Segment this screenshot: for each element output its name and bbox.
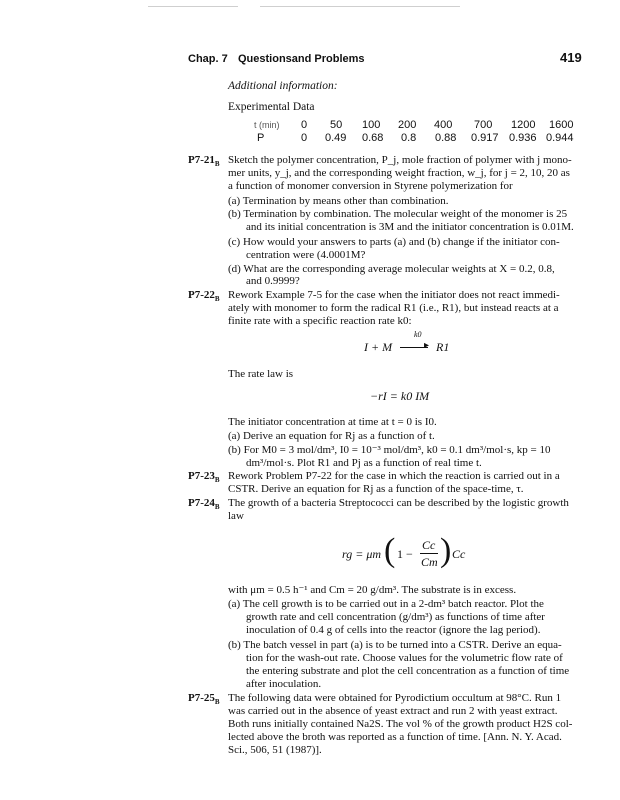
t-value: 1600 bbox=[549, 119, 574, 131]
reaction-lhs: I + M bbox=[364, 340, 393, 354]
page-number: 419 bbox=[560, 50, 582, 65]
p7-21-part-b: and its initial concentration is 3M and the initiator concentration is 0.01M. bbox=[246, 221, 574, 233]
p-value: 0.88 bbox=[435, 132, 457, 144]
p7-21-part-c: (c) How would your answers to parts (a) and (b) change if the initiator con- bbox=[228, 236, 560, 248]
scan-edge-line bbox=[260, 6, 460, 7]
p-value: 0.49 bbox=[325, 132, 347, 144]
equation-denominator: Cm bbox=[421, 555, 438, 569]
p7-22-text: ately with monomer to form the radical R1 (i.e., R1), but instead reacts at a bbox=[228, 302, 559, 314]
p-value: 0.68 bbox=[362, 132, 384, 144]
problem-level: B bbox=[214, 160, 220, 169]
section-title: Questionsand Problems bbox=[238, 53, 365, 65]
problem-label-p7-24 bbox=[188, 497, 220, 511]
p7-25-text: Both runs initially contained Na2S. The vol % of the growth product H2S col- bbox=[228, 718, 573, 730]
p7-24-part-a: growth rate and cell concentration (g/dm³) as functions of time after bbox=[246, 611, 545, 623]
p7-22-part-b: dm³/mol·s. Plot R1 and Pj as a function of real time t. bbox=[246, 457, 482, 469]
t-value: 700 bbox=[474, 119, 493, 131]
p-value: 0.944 bbox=[546, 132, 574, 144]
p7-21-part-a: (a) Termination by means other than combination. bbox=[228, 195, 449, 207]
problem-level: B bbox=[214, 503, 220, 512]
problem-number: P7-21 bbox=[188, 154, 215, 166]
p7-22-part-a: (a) Derive an equation for Rj as a function of t. bbox=[228, 430, 435, 442]
p7-24-part-b: (b) The batch vessel in part (a) is to be turned into a CSTR. Derive an equa- bbox=[228, 639, 562, 651]
t-value: 200 bbox=[398, 119, 417, 131]
p7-21-part-c: centration were (4.0001M? bbox=[246, 249, 366, 261]
p7-22-initiator-text: The initiator concentration at time at t = 0 is I0. bbox=[228, 416, 437, 428]
p7-24-text: law bbox=[228, 510, 244, 522]
rate-law-equation: −rI = k0 IM bbox=[370, 389, 430, 403]
data-subheading: Experimental Data bbox=[228, 101, 315, 113]
t-row-label: t (min) bbox=[254, 120, 280, 130]
reaction-rate-constant: k0 bbox=[414, 330, 422, 339]
problem-number: P7-22 bbox=[188, 289, 215, 301]
p7-24-with-line: with μm = 0.5 h⁻¹ and Cm = 20 g/dm³. The substrate is in excess. bbox=[228, 584, 517, 596]
problem-level: B bbox=[214, 698, 220, 707]
p7-25-text: Sci., 506, 51 (1987)]. bbox=[228, 744, 322, 756]
problem-level: B bbox=[214, 476, 220, 485]
p7-22-part-b: (b) For M0 = 3 mol/dm³, I0 = 10⁻³ mol/dm³, k0 = 0.1 dm³/mol·s, kp = 10 bbox=[228, 444, 551, 456]
p7-21-text: mer units, y_j, and the corresponding weight fraction, w_j, for j = 2, 10, 20 as bbox=[228, 167, 570, 179]
p7-22-text: finite rate with a specific reaction rate k0: bbox=[228, 315, 412, 327]
problem-level: B bbox=[214, 295, 220, 304]
p7-24-part-b: after inoculation. bbox=[246, 678, 322, 690]
equation-open-paren: ( bbox=[384, 532, 396, 569]
p7-23-text: Rework Problem P7-22 for the case in which the reaction is carried out in a bbox=[228, 470, 560, 482]
equation-one-minus: 1 − bbox=[397, 547, 413, 561]
p7-25-text: lected above the broth was reported as a function of time. [Ann. N. Y. Acad. bbox=[228, 731, 562, 743]
p-value: 0 bbox=[301, 132, 308, 144]
p7-24-part-b: tion for the wash-out rate. Choose values for the volumetric flow rate of bbox=[246, 652, 563, 664]
p7-24-part-a: (a) The cell growth is to be carried out in a 2-dm³ batch reactor. Plot the bbox=[228, 598, 544, 610]
t-value: 400 bbox=[434, 119, 453, 131]
reaction-arrow-head: ▸ bbox=[424, 340, 430, 351]
p7-22-text: Rework Example 7-5 for the case when the initiator does not react immedi- bbox=[228, 289, 560, 301]
p7-24-part-a: inoculation of 0.4 g of cells into the reactor (ignore the lag period). bbox=[246, 624, 541, 636]
p7-24-part-b: the entering substrate and plot the cell concentration as a function of time bbox=[246, 665, 570, 677]
problem-number: P7-25 bbox=[188, 692, 215, 704]
problem-label-p7-25 bbox=[188, 692, 220, 706]
p7-25-text: was carried out in the absence of yeast extract and run 2 with yeast extract. bbox=[228, 705, 558, 717]
equation-close-paren: ) bbox=[440, 532, 452, 569]
p7-23-text: CSTR. Derive an equation for Rj as a function of the space-time, τ. bbox=[228, 483, 524, 495]
equation-lhs: rg = μm bbox=[342, 547, 382, 561]
p7-25-text: The following data were obtained for Pyrodictium occultum at 98°C. Run 1 bbox=[228, 692, 562, 704]
t-value: 100 bbox=[362, 119, 381, 131]
rate-law-intro: The rate law is bbox=[228, 368, 294, 380]
t-value: 1200 bbox=[511, 119, 536, 131]
p-value: 0.8 bbox=[401, 132, 417, 144]
additional-heading: Additional information: bbox=[228, 80, 338, 92]
problem-label-p7-21 bbox=[188, 154, 220, 168]
t-value: 50 bbox=[330, 119, 343, 131]
p-value: 0.936 bbox=[509, 132, 537, 144]
p7-21-part-d: (d) What are the corresponding average molecular weights at X = 0.2, 0.8, bbox=[228, 263, 555, 275]
p-value: 0.917 bbox=[471, 132, 499, 144]
equation-tail: Cc bbox=[452, 547, 466, 561]
problem-number: P7-24 bbox=[188, 497, 215, 509]
problem-label-p7-22 bbox=[188, 289, 220, 303]
p-row-label: P bbox=[257, 132, 265, 144]
p7-21-part-b: (b) Termination by combination. The molecular weight of the monomer is 25 bbox=[228, 208, 568, 220]
p7-24-text: The growth of a bacteria Streptococci can be described by the logistic growth bbox=[228, 497, 569, 509]
equation-numerator: Cc bbox=[422, 538, 436, 552]
scan-edge-line bbox=[148, 6, 238, 7]
p7-21-text: a function of monomer conversion in Styrene polymerization for bbox=[228, 180, 513, 192]
reaction-rhs: R1 bbox=[436, 340, 450, 354]
problem-number: P7-23 bbox=[188, 470, 215, 482]
p7-21-part-d: and 0.9999? bbox=[246, 275, 300, 287]
chapter-label: Chap. 7 bbox=[188, 53, 228, 65]
fraction-bar bbox=[420, 553, 438, 554]
p7-21-text: Sketch the polymer concentration, P_j, mole fraction of polymer with j mono- bbox=[228, 154, 572, 166]
problem-label-p7-23 bbox=[188, 470, 220, 484]
t-value: 0 bbox=[301, 119, 308, 131]
